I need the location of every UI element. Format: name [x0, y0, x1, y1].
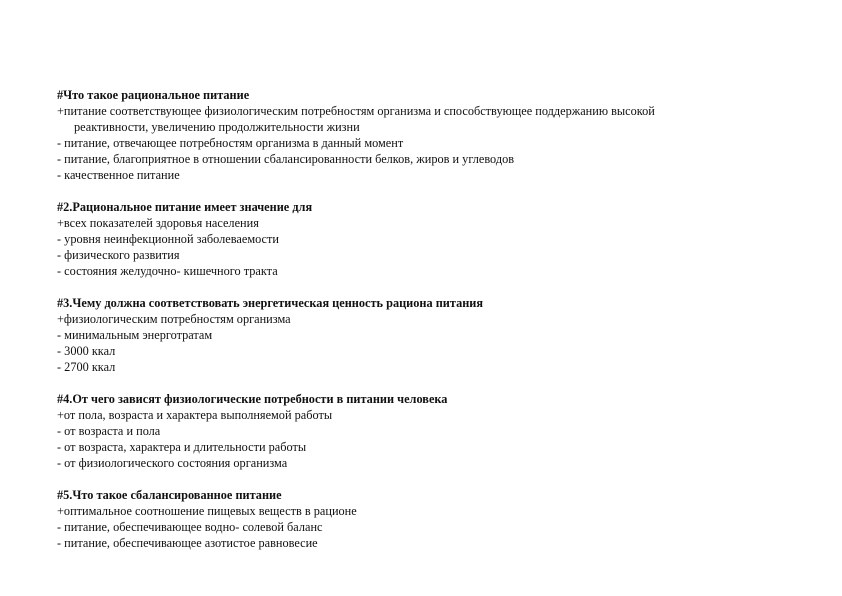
answer-option-correct: +всех показателей здоровья населения	[57, 216, 259, 230]
answer-option: - физического развития	[57, 248, 180, 262]
answer-text: +питание соответствующее физиологическим потребностям организма и способствующее поддержанию высокой	[57, 104, 655, 118]
answer-option-correct: +физиологическим потребностям организма	[57, 312, 291, 326]
question-5	[57, 487, 797, 551]
answer-option: - питание, обеспечивающее азотистое равновесие	[57, 536, 318, 550]
answer-option: - уровня неинфекционной заболеваемости	[57, 232, 279, 246]
answer-option-correct	[57, 103, 797, 135]
answer-option: - качественное питание	[57, 168, 180, 182]
answer-option: - от возраста, характера и длительности работы	[57, 440, 307, 454]
question-title: #5.Что такое сбалансированное питание	[57, 488, 282, 502]
question-title: #4.От чего зависят физиологические потребности в питании человека	[57, 392, 448, 406]
answer-option: - 2700 ккал	[57, 360, 116, 374]
answer-option: - питание, отвечающее потребностям организма в данный момент	[57, 136, 404, 150]
answer-option: - минимальным энерготратам	[57, 328, 213, 342]
answer-option: - от возраста и пола	[57, 424, 161, 438]
answer-option: - питание, благоприятное в отношении сбалансированности белков, жиров и углеводов	[57, 152, 515, 166]
question-title: #3.Чему должна соответствовать энергетическая ценность рациона питания	[57, 296, 484, 310]
document-page	[57, 87, 797, 567]
answer-option: - 3000 ккал	[57, 344, 116, 358]
answer-option-correct: +от пола, возраста и характера выполняемой работы	[57, 408, 333, 422]
question-3	[57, 295, 797, 375]
question-1	[57, 87, 797, 183]
question-2	[57, 199, 797, 279]
question-title: #Что такое рациональное питание	[57, 88, 250, 102]
answer-option-correct: +оптимальное соотношение пищевых веществ в рационе	[57, 504, 357, 518]
answer-option: - от физиологического состояния организма	[57, 456, 288, 470]
question-4	[57, 391, 797, 471]
answer-option: - питание, обеспечивающее водно- солевой баланс	[57, 520, 323, 534]
answer-text-continuation: реактивности, увеличению продолжительности жизни	[74, 120, 360, 134]
question-title: #2.Рациональное питание имеет значение для	[57, 200, 313, 214]
answer-option: - состояния желудочно- кишечного тракта	[57, 264, 278, 278]
